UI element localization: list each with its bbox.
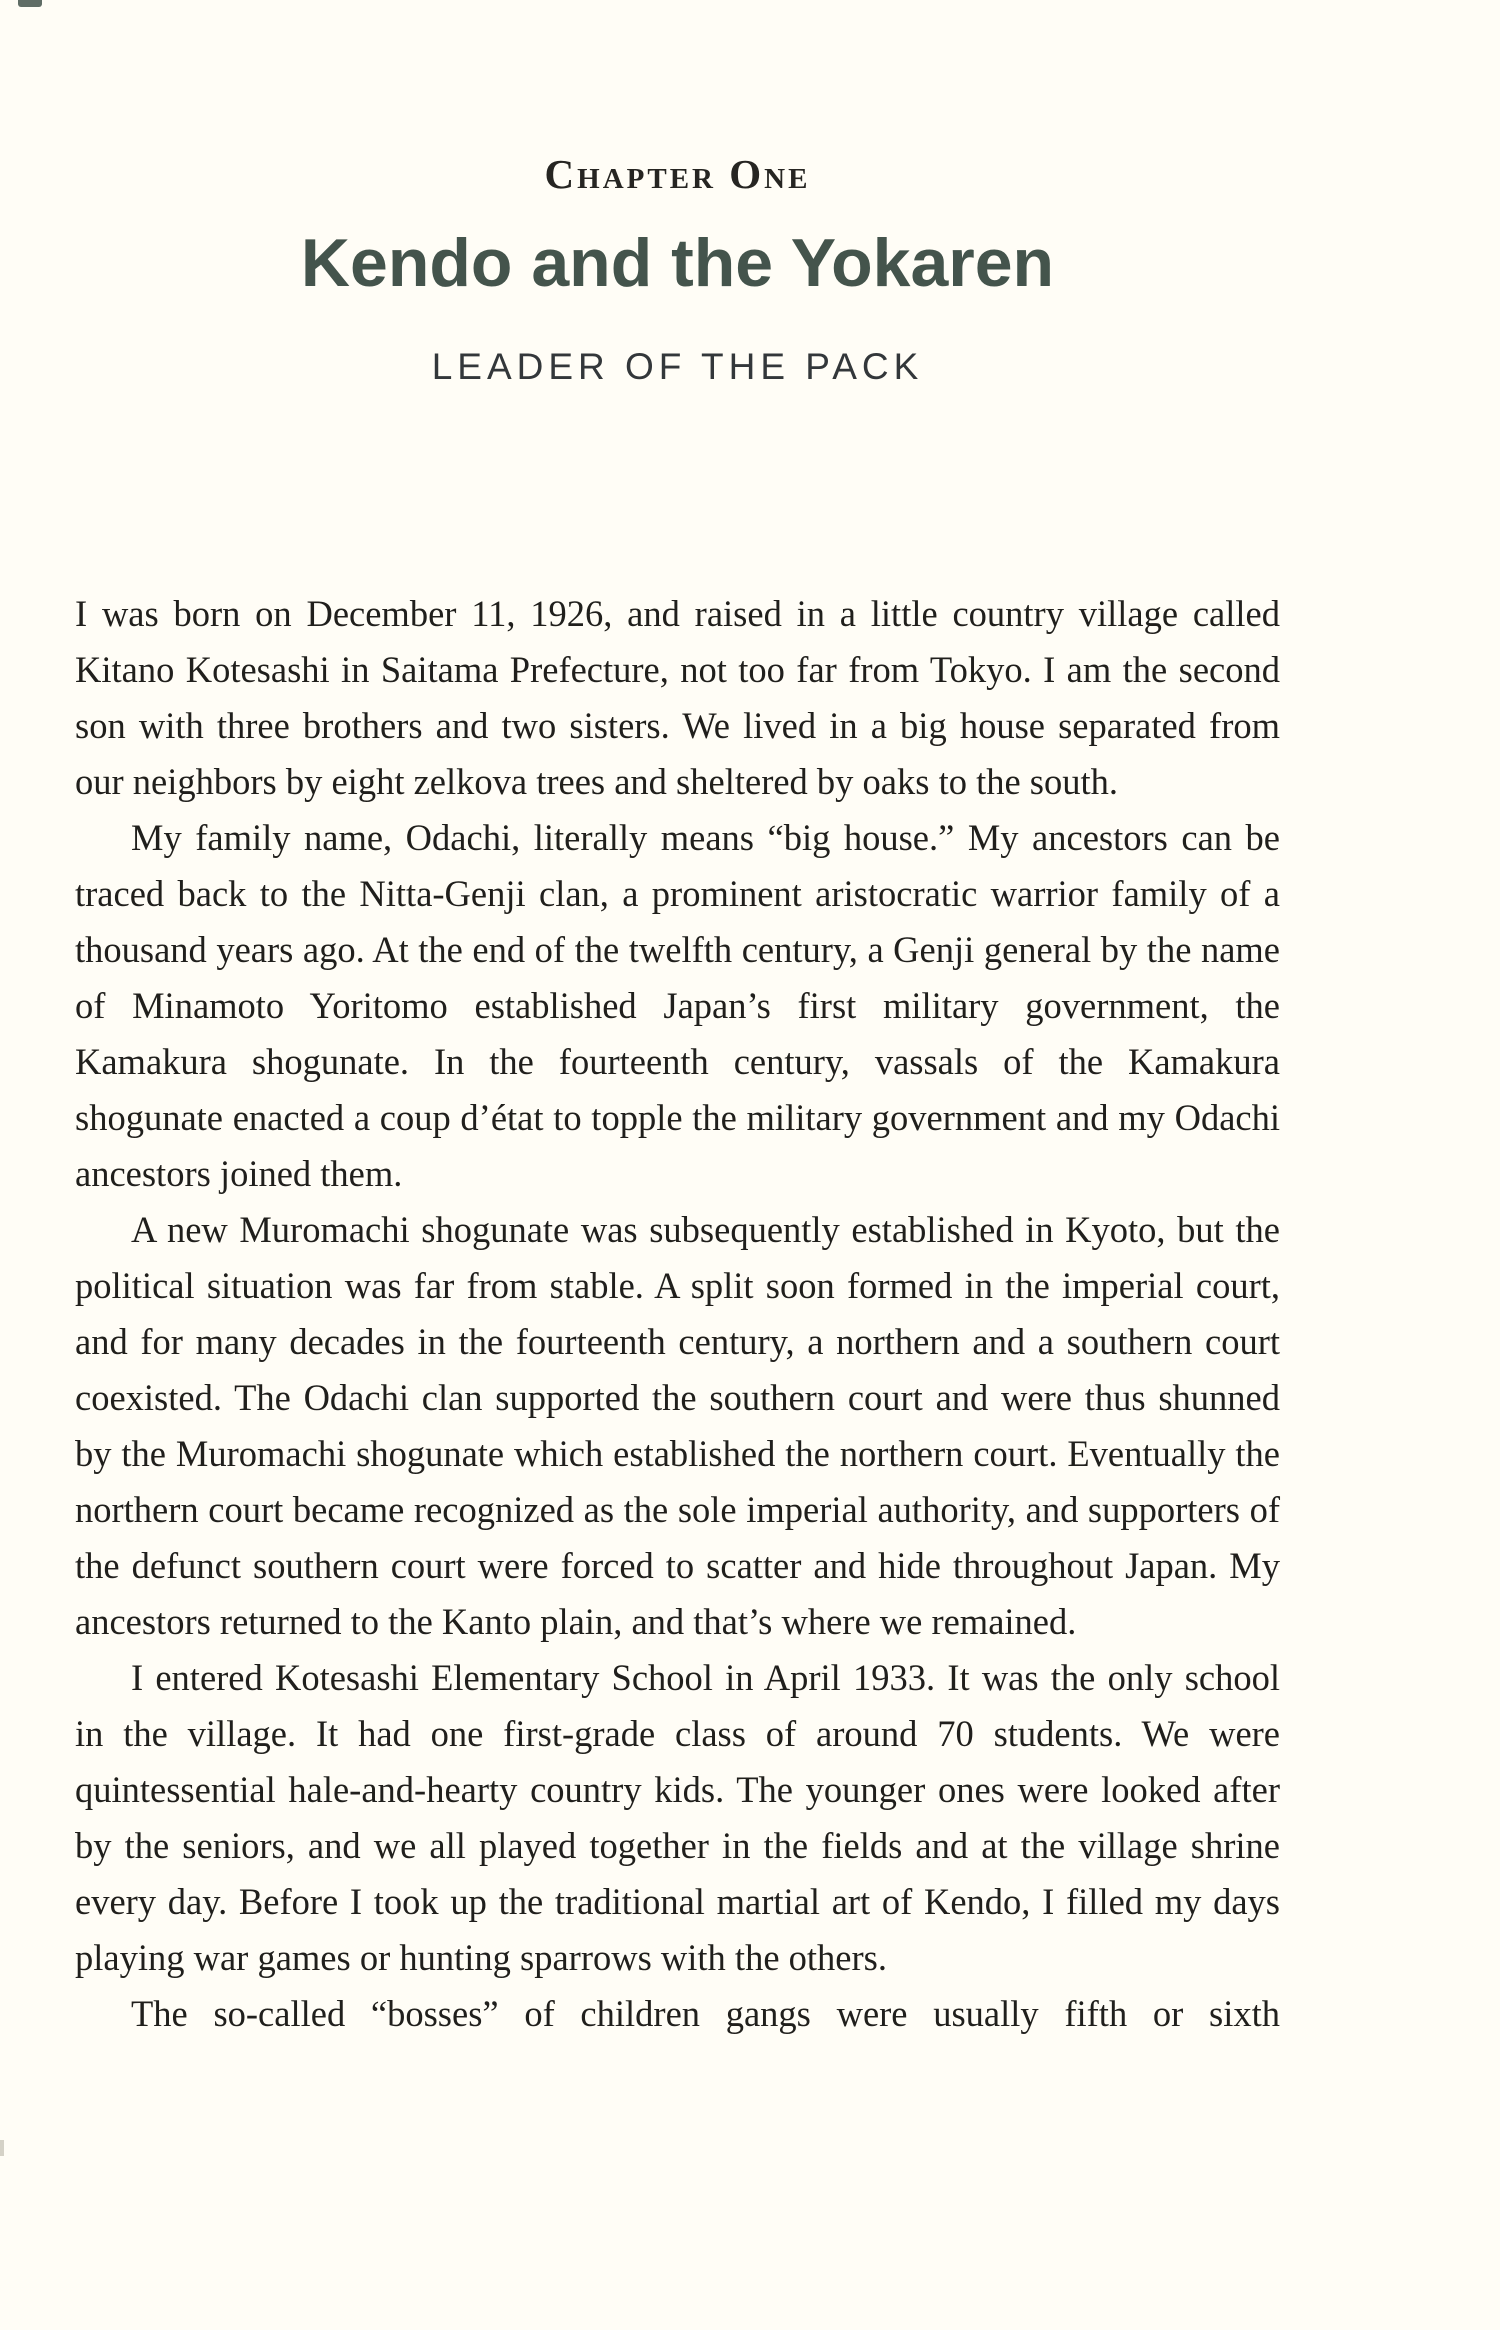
page-content [75,0,1280,2042]
body-paragraph: My family name, Odachi, literally means “big house.” My ancestors can be traced back to the Nitta-Genji clan, a prominent aristocratic warrior family of a thousand years ago. At the end of the twelfth century, a Genji general by the name of Minamoto Yoritomo established Japan’s first military government, the Kamakura shogunate. In the fourteenth century, vassals of the Kamakura shogunate enacted a coup d’état to topple the military government and my Odachi ancestors joined them. [75,817,1280,1194]
body-paragraph: I was born on December 11, 1926, and raised in a little country village called Kitano Kotesashi in Saitama Prefecture, not too far from Tokyo. I am the second son with three brothers and two sisters. We lived in a big house separated from our neighbors by eight zelkova trees and sheltered by oaks to the south. [75,593,1280,802]
chapter-subtitle: LEADER OF THE PACK [431,346,924,387]
body-paragraph: A new Muromachi shogunate was subsequently established in Kyoto, but the political situation was far from stable. A split soon formed in the imperial court, and for many decades in the fourteenth century, a northern and a southern court coexisted. The Odachi clan supported the southern court and were thus shunned by the Muromachi shogunate which established the northern court. Eventually the northern court became recognized as the sole imperial authority, and supporters of the defunct southern court were forced to scatter and hide throughout Japan. My ancestors returned to the Kanto plain, and that’s where we remained. [75,1209,1280,1642]
scan-artifact-left-edge [0,2140,4,2156]
chapter-title: Kendo and the Yokaren [300,225,1055,301]
scan-artifact-top-edge [18,0,42,7]
chapter-label: Chapter One [544,151,811,197]
body-paragraph: The so-called “bosses” of children gangs were usually fifth or sixth [131,1993,1280,2034]
body-text-block [75,586,1280,2042]
body-paragraph: I entered Kotesashi Elementary School in April 1933. It was the only school in the village. It had one first-grade class of around 70 students. We were quintessential hale-and-hearty country kids. The younger ones were looked after by the seniors, and we all played together in the fields and at the village shrine every day. Before I took up the traditional martial art of Kendo, I filled my days playing war games or hunting sparrows with the others. [75,1657,1280,1978]
